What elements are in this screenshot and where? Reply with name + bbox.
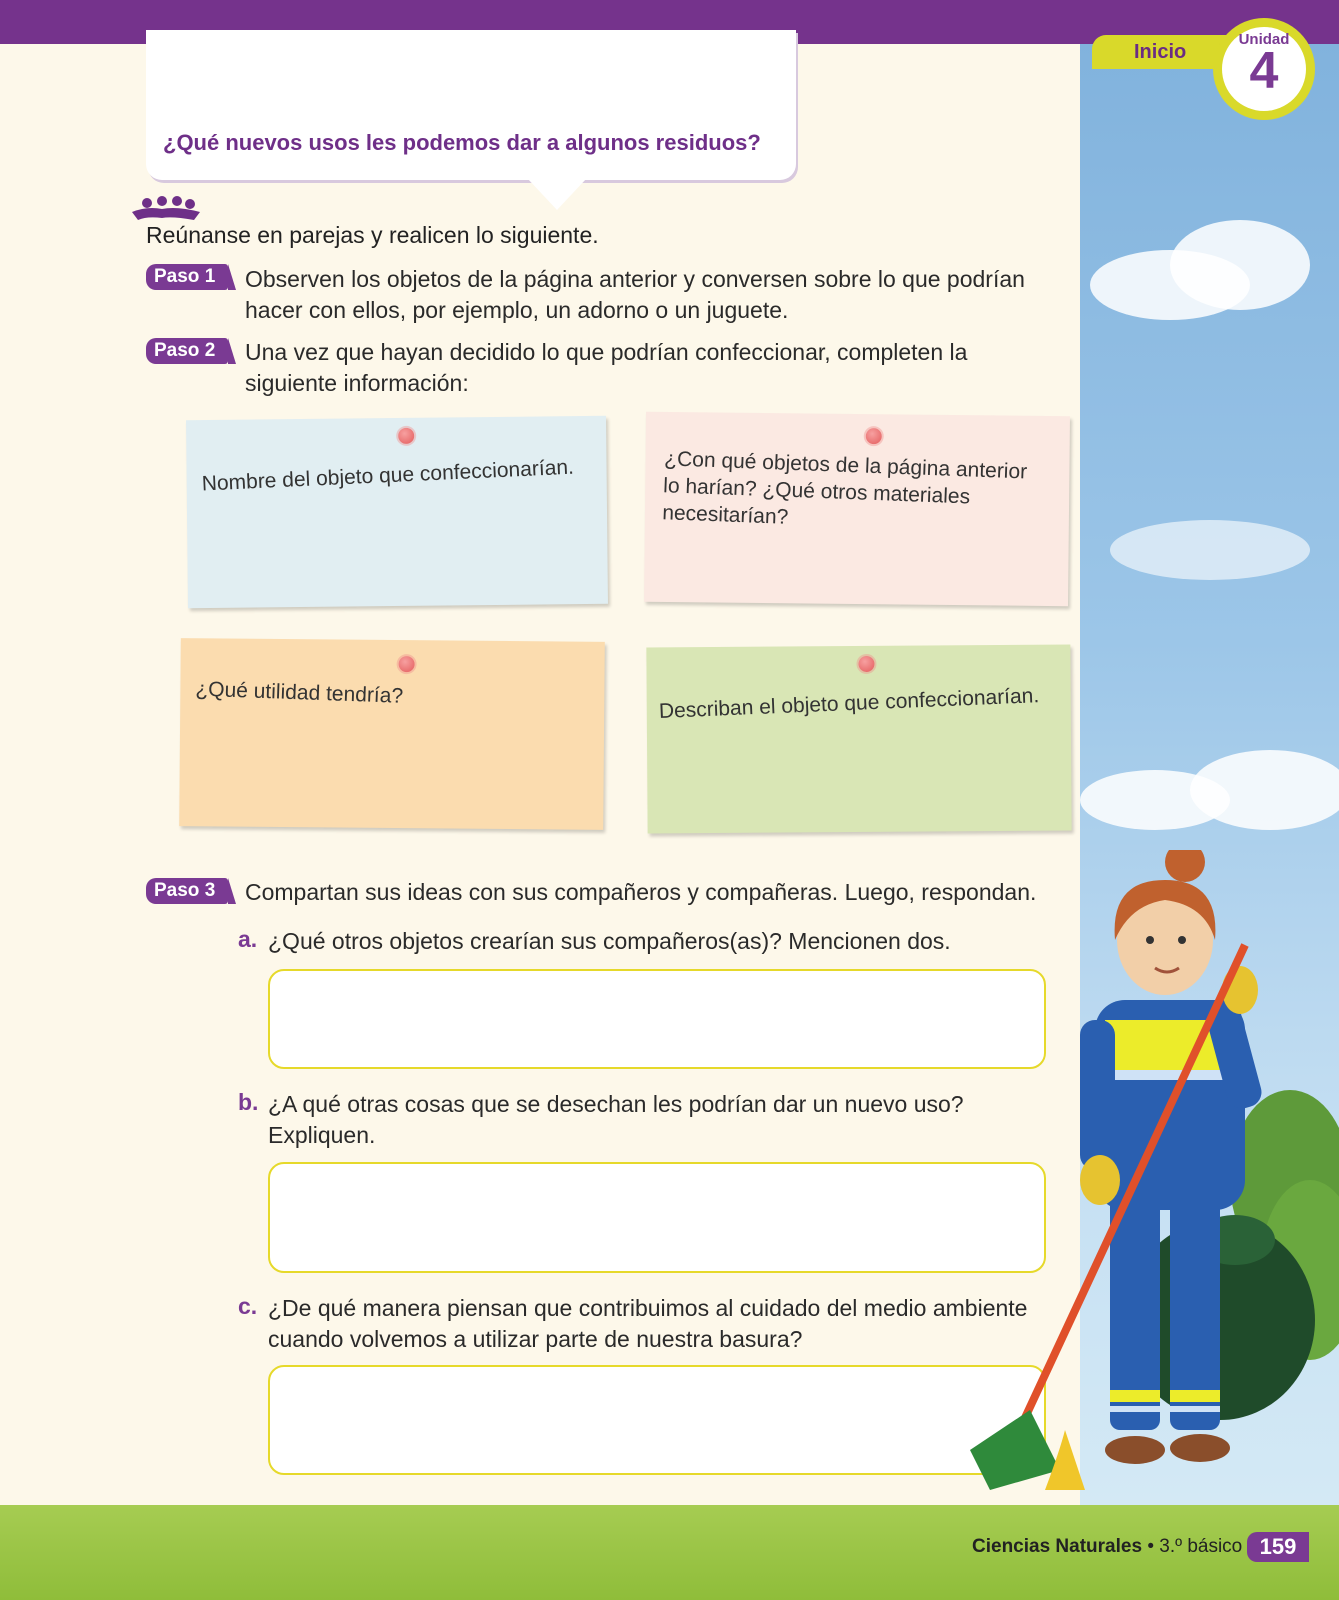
speech-bubble-tail xyxy=(527,178,587,210)
pin-icon xyxy=(858,656,874,672)
question-a-letter: a. xyxy=(238,926,258,952)
unit-number: 4 xyxy=(1249,42,1279,100)
step-3-line: Compartan sus ideas con sus compañeros y compañeras. Luego, respondan. xyxy=(245,879,1037,905)
step-1-text xyxy=(245,264,1025,326)
footer-subject-line xyxy=(972,1536,1242,1558)
step-2-line: siguiente información: xyxy=(245,370,469,396)
speech-bubble xyxy=(146,30,796,180)
note-line: ¿Qué utilidad tendría? xyxy=(195,677,404,708)
pin-icon xyxy=(866,428,882,444)
footer-grade: 3.º básico xyxy=(1159,1536,1243,1557)
footer-subject: Ciencias Naturales xyxy=(972,1536,1143,1557)
note-line: lo harían? ¿Qué otros materiales xyxy=(662,474,971,509)
step-3-text xyxy=(245,877,1036,908)
note-text xyxy=(195,676,404,710)
unit-badge xyxy=(1213,18,1315,120)
question-b-text xyxy=(268,1089,964,1151)
section-tab-label: Inicio xyxy=(1134,40,1187,63)
note-line: necesitarían? xyxy=(661,501,789,529)
note-materials xyxy=(644,412,1070,606)
intro-instruction: Reúnanse en parejas y realicen lo siguiente. xyxy=(146,222,599,248)
cloud xyxy=(1190,750,1339,830)
pin-icon xyxy=(399,656,415,672)
answer-box-b[interactable] xyxy=(268,1162,1046,1273)
question-line: ¿A qué otras cosas que se desechan les podrían dar un nuevo uso? xyxy=(268,1091,964,1117)
note-object-name xyxy=(186,416,608,608)
page-number: 159 xyxy=(1247,1532,1309,1562)
note-text xyxy=(201,454,574,498)
step-2-line: Una vez que hayan decidido lo que podrían confeccionar, completen la xyxy=(245,339,968,365)
note-line: Nombre del objeto que confeccionarían. xyxy=(201,455,575,496)
answer-box-c[interactable] xyxy=(268,1365,1046,1475)
question-line: Expliquen. xyxy=(268,1122,376,1148)
question-c-letter: c. xyxy=(238,1293,258,1319)
note-line: Describan el objeto que confeccionarían. xyxy=(658,684,1040,724)
step-2-tag: Paso 2 xyxy=(146,338,228,364)
footer-separator: • xyxy=(1147,1536,1154,1557)
note-line: ¿Con qué objetos de la página anterior xyxy=(663,447,1028,484)
unit-badge-inner xyxy=(1222,27,1306,111)
pin-icon xyxy=(398,428,414,444)
question-line: cuando volvemos a utilizar parte de nuestra basura? xyxy=(268,1326,803,1352)
step-1-line: Observen los objetos de la página anterior y conversen sobre lo que podrían xyxy=(245,266,1025,292)
unit-label: Unidad xyxy=(1238,31,1290,48)
main-question: ¿Qué nuevos usos les podemos dar a algunos residuos? xyxy=(163,130,761,155)
answer-box-a[interactable] xyxy=(268,969,1046,1069)
step-2-text xyxy=(245,337,967,399)
step-3-tag: Paso 3 xyxy=(146,878,228,904)
step-1-tag: Paso 1 xyxy=(146,264,228,290)
note-utility xyxy=(179,638,605,830)
cloud xyxy=(1170,220,1310,310)
question-c-text xyxy=(268,1293,1027,1355)
note-text xyxy=(658,682,1039,725)
recycling-worker-illustration xyxy=(960,850,1339,1500)
note-text xyxy=(662,445,1028,539)
question-line: ¿De qué manera piensan que contribuimos al cuidado del medio ambiente xyxy=(268,1295,1028,1321)
cloud xyxy=(1110,520,1310,580)
question-b-letter: b. xyxy=(238,1089,259,1115)
note-description xyxy=(646,645,1071,834)
question-a-text xyxy=(268,926,951,957)
step-1-line: hacer con ellos, por ejemplo, un adorno o un juguete. xyxy=(245,297,789,323)
question-line: ¿Qué otros objetos crearían sus compañeros(as)? Mencionen dos. xyxy=(268,928,951,954)
